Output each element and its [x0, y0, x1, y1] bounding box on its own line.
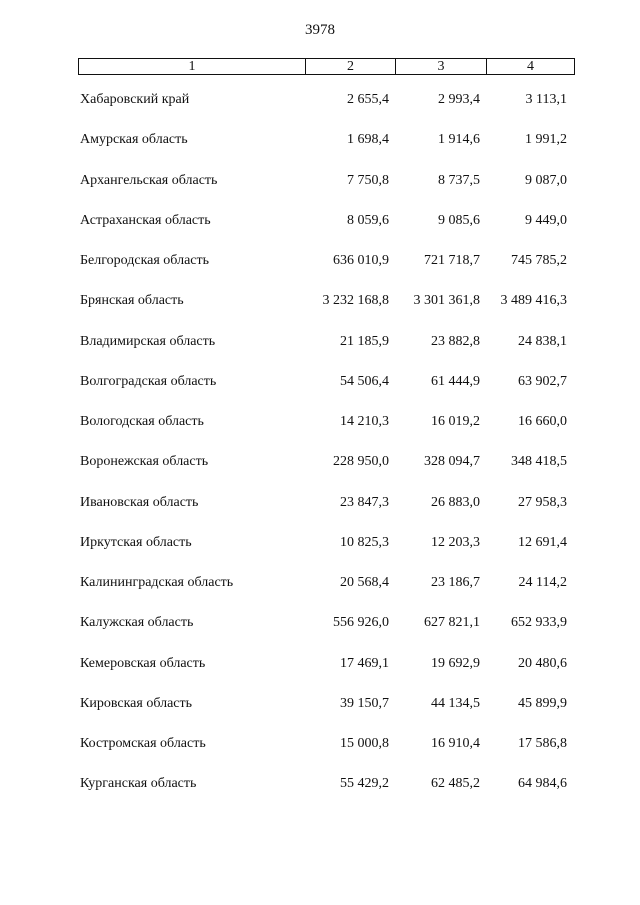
- region-name: Волгоградская область: [80, 373, 217, 389]
- value-col-2: 23 847,3: [340, 494, 389, 510]
- header-col-2: 2: [306, 59, 396, 74]
- value-col-4: 9 087,0: [525, 172, 567, 188]
- region-name: Калужская область: [80, 615, 194, 631]
- value-col-4: 3 489 416,3: [500, 293, 567, 309]
- value-col-3: 12 203,3: [431, 534, 480, 550]
- value-col-3: 23 882,8: [431, 333, 480, 349]
- value-col-4: 3 113,1: [525, 92, 567, 107]
- table-row: [0, 132, 640, 172]
- value-col-2: 3 232 168,8: [322, 293, 389, 309]
- value-col-2: 55 429,2: [340, 776, 389, 792]
- value-col-4: 64 984,6: [518, 776, 567, 792]
- value-col-2: 14 210,3: [340, 414, 389, 429]
- value-col-3: 328 094,7: [424, 454, 480, 470]
- table-header: [78, 58, 575, 75]
- value-col-3: 23 186,7: [431, 575, 480, 590]
- value-col-2: 17 469,1: [340, 655, 389, 671]
- region-name: Калининградская область: [80, 575, 234, 590]
- value-col-3: 1 914,6: [438, 132, 480, 148]
- table-row: [0, 454, 640, 494]
- value-col-4: 45 899,9: [518, 695, 567, 711]
- value-col-4: 24 114,2: [518, 575, 567, 590]
- value-col-3: 16 910,4: [431, 736, 480, 751]
- region-name: Владимирская область: [80, 333, 216, 349]
- value-col-2: 10 825,3: [340, 534, 389, 550]
- value-col-3: 62 485,2: [431, 776, 480, 792]
- value-col-2: 20 568,4: [340, 575, 389, 590]
- table-row: [0, 213, 640, 253]
- value-col-2: 8 059,6: [347, 212, 389, 228]
- value-col-2: 21 185,9: [340, 333, 389, 349]
- region-name: Воронежская область: [80, 454, 209, 470]
- value-col-3: 61 444,9: [431, 373, 480, 389]
- table-row: [0, 293, 640, 333]
- table-row: [0, 615, 640, 655]
- table-row: [0, 575, 640, 615]
- value-col-4: 12 691,4: [518, 534, 567, 550]
- value-col-3: 9 085,6: [438, 212, 480, 228]
- table-body: [0, 92, 640, 817]
- header-col-4: 4: [527, 59, 534, 74]
- value-col-2: 556 926,0: [333, 615, 389, 631]
- value-col-2: 2 655,4: [347, 92, 389, 107]
- table-row: [0, 535, 640, 575]
- value-col-2: 54 506,4: [340, 373, 389, 389]
- region-name: Хабаровский край: [80, 92, 190, 107]
- table-row: [0, 92, 640, 132]
- region-name: Кемеровская область: [80, 655, 206, 671]
- table-row: [0, 696, 640, 736]
- region-name: Костромская область: [80, 736, 206, 751]
- region-name: Амурская область: [80, 132, 188, 148]
- value-col-4: 17 586,8: [518, 736, 567, 751]
- header-col-1: 1: [79, 59, 306, 74]
- value-col-2: 1 698,4: [347, 132, 389, 148]
- value-col-3: 26 883,0: [431, 494, 480, 510]
- region-name: Ивановская область: [80, 494, 199, 510]
- value-col-4: 1 991,2: [525, 132, 567, 148]
- value-col-3: 627 821,1: [424, 615, 480, 631]
- value-col-4: 24 838,1: [518, 333, 567, 349]
- region-name: Кировская область: [80, 695, 193, 711]
- value-col-4: 20 480,6: [518, 655, 567, 671]
- table-row: [0, 173, 640, 213]
- table-row: [0, 334, 640, 374]
- value-col-2: 15 000,8: [340, 736, 389, 751]
- region-name: Иркутская область: [80, 534, 192, 550]
- value-col-3: 19 692,9: [431, 655, 480, 671]
- value-col-4: 745 785,2: [511, 253, 567, 268]
- region-name: Архангельская область: [80, 172, 218, 188]
- table-row: [0, 374, 640, 414]
- region-name: Белгородская область: [80, 253, 210, 268]
- value-col-2: 636 010,9: [333, 253, 389, 268]
- value-col-3: 44 134,5: [431, 695, 480, 711]
- value-col-2: 228 950,0: [333, 454, 389, 470]
- table-row: [0, 656, 640, 696]
- table-row: [0, 736, 640, 776]
- value-col-3: 3 301 361,8: [413, 293, 480, 309]
- value-col-3: 2 993,4: [438, 92, 480, 107]
- value-col-2: 39 150,7: [340, 695, 389, 711]
- region-name: Астраханская область: [80, 212, 211, 228]
- value-col-2: 7 750,8: [347, 172, 389, 188]
- table-row: [0, 414, 640, 454]
- region-name: Вологодская область: [80, 414, 204, 429]
- table-row: [0, 253, 640, 293]
- value-col-4: 348 418,5: [511, 454, 567, 470]
- value-col-3: 8 737,5: [438, 172, 480, 188]
- table-row: [0, 776, 640, 816]
- value-col-4: 27 958,3: [518, 494, 567, 510]
- value-col-3: 16 019,2: [431, 414, 480, 429]
- value-col-4: 63 902,7: [518, 373, 567, 389]
- page-number: 3978: [305, 22, 335, 38]
- value-col-4: 16 660,0: [518, 414, 567, 429]
- header-col-3: 3: [396, 59, 487, 74]
- value-col-3: 721 718,7: [424, 253, 480, 268]
- region-name: Брянская область: [80, 293, 184, 309]
- table-row: [0, 495, 640, 535]
- value-col-4: 9 449,0: [525, 212, 567, 228]
- region-name: Курганская область: [80, 776, 197, 792]
- value-col-4: 652 933,9: [511, 615, 567, 631]
